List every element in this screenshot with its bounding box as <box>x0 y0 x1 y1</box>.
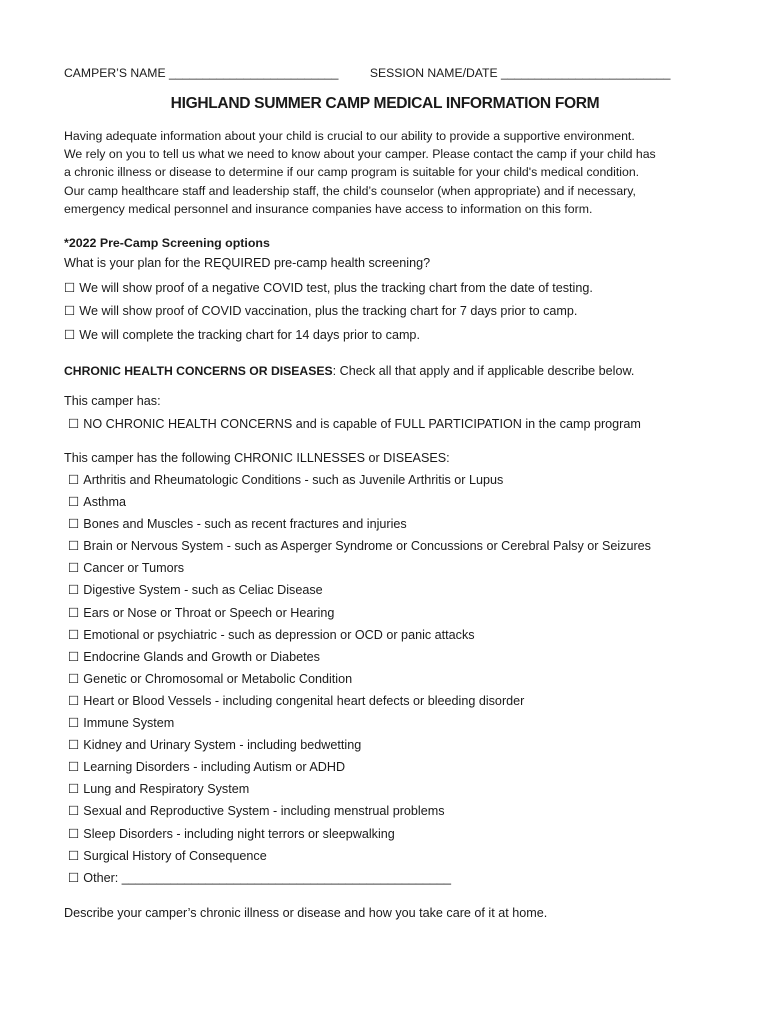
checkbox-icon[interactable]: ☐ <box>68 473 80 487</box>
checkbox-icon[interactable]: ☐ <box>68 804 80 819</box>
checkbox-icon[interactable]: ☐ <box>68 693 80 708</box>
checkbox-icon[interactable]: ☐ <box>68 716 80 731</box>
checkbox-icon[interactable]: ☐ <box>68 605 80 620</box>
condition-label: Brain or Nervous System - such as Asperger Syndrome or Concussions or Cerebral Palsy or Seizures <box>83 539 651 554</box>
condition-item[interactable] <box>68 715 651 737</box>
intro-paragraph <box>64 127 714 218</box>
condition-label: Sleep Disorders - including night terrors or sleepwalking <box>83 826 395 841</box>
intro-line: We rely on you to tell us what we need to know about your camper. Please contact the camp if your child has <box>64 147 656 162</box>
no-chronic-option[interactable] <box>68 416 641 431</box>
checkbox-icon[interactable]: ☐ <box>64 304 76 318</box>
condition-label: Immune System <box>83 716 175 731</box>
condition-label: Bones and Muscles - such as recent fractures and injuries <box>83 517 407 532</box>
condition-item[interactable] <box>68 671 651 693</box>
checkbox-icon[interactable]: ☐ <box>68 848 80 863</box>
checkbox-icon[interactable]: ☐ <box>68 870 80 885</box>
option-label: We will show proof of a negative COVID test, plus the tracking chart from the date of testing. <box>79 281 593 295</box>
intro-line: emergency medical personnel and insurance companies have access to information on this form. <box>64 201 593 216</box>
condition-item[interactable] <box>68 737 651 759</box>
condition-item[interactable] <box>68 649 651 671</box>
intro-line: Our camp healthcare staff and leadership staff, the child’s counselor (when appropriate) and if necessary, <box>64 183 636 198</box>
checkbox-icon[interactable]: ☐ <box>68 539 80 554</box>
condition-item[interactable] <box>68 870 651 892</box>
checkbox-icon[interactable]: ☐ <box>68 583 80 598</box>
condition-item[interactable] <box>68 781 651 803</box>
describe-prompt: Describe your camper’s chronic illness or disease and how you take care of it at home. <box>64 906 548 920</box>
condition-label: Heart or Blood Vessels - including congenital heart defects or bleeding disorder <box>83 693 525 708</box>
checkbox-icon[interactable]: ☐ <box>68 417 80 431</box>
header-fields <box>64 66 670 80</box>
condition-item[interactable] <box>68 538 651 560</box>
intro-line: Having adequate information about your child is crucial to our ability to provide a supportive environment. <box>64 129 635 143</box>
condition-label: Cancer or Tumors <box>83 561 185 576</box>
screening-option-tracking-chart[interactable] <box>64 327 420 342</box>
checkbox-icon[interactable]: ☐ <box>68 495 80 510</box>
session-name-date-field[interactable]: SESSION NAME/DATE _________________________ <box>369 66 671 80</box>
checkbox-icon[interactable]: ☐ <box>68 517 80 532</box>
screening-option-vaccination[interactable] <box>64 303 577 318</box>
condition-item[interactable] <box>68 803 651 825</box>
condition-item[interactable] <box>68 693 651 715</box>
condition-label: Kidney and Urinary System - including bedwetting <box>83 738 362 753</box>
option-label: We will complete the tracking chart for 14 days prior to camp. <box>79 328 420 342</box>
condition-label: Digestive System - such as Celiac Disease <box>83 583 323 598</box>
checkbox-icon[interactable]: ☐ <box>68 627 80 642</box>
intro-line: a chronic illness or disease to determine if our camp program is suitable for your child's medical condition. <box>64 165 640 180</box>
option-label: NO CHRONIC HEALTH CONCERNS and is capable of FULL PARTICIPATION in the camp program <box>83 417 641 431</box>
chronic-heading-bold: CHRONIC HEALTH CONCERNS OR DISEASES <box>64 364 333 378</box>
checkbox-icon[interactable]: ☐ <box>68 561 80 576</box>
screening-title: *2022 Pre-Camp Screening options <box>64 236 270 250</box>
chronic-heading <box>64 364 634 378</box>
checkbox-icon[interactable]: ☐ <box>64 281 76 295</box>
screening-question: What is your plan for the REQUIRED pre-camp health screening? <box>64 256 431 270</box>
camper-name-field[interactable]: CAMPER’S NAME _________________________ <box>64 66 339 80</box>
screening-option-covid-test[interactable] <box>64 280 593 295</box>
checkbox-icon[interactable]: ☐ <box>68 671 80 686</box>
condition-label: Asthma <box>83 495 126 510</box>
condition-label: Lung and Respiratory System <box>83 782 250 797</box>
condition-item[interactable] <box>68 472 651 494</box>
camper-has-label: This camper has: <box>64 394 161 408</box>
condition-item[interactable] <box>68 560 651 582</box>
condition-label: Learning Disorders - including Autism or ADHD <box>83 760 346 775</box>
condition-label: Ears or Nose or Throat or Speech or Hearing <box>83 605 335 620</box>
option-label: We will show proof of COVID vaccination, plus the tracking chart for 7 days prior to camp. <box>79 304 578 318</box>
condition-item[interactable] <box>68 759 651 781</box>
chronic-heading-rest: : Check all that apply and if applicable describe below. <box>332 364 635 378</box>
checkbox-icon[interactable]: ☐ <box>68 826 80 841</box>
condition-label: Endocrine Glands and Growth or Diabetes <box>83 649 320 664</box>
checkbox-icon[interactable]: ☐ <box>68 782 80 797</box>
condition-item[interactable] <box>68 516 651 538</box>
condition-item[interactable] <box>68 848 651 870</box>
condition-label: Arthritis and Rheumatologic Conditions - such as Juvenile Arthritis or Lupus <box>83 473 504 487</box>
condition-item[interactable] <box>68 605 651 627</box>
condition-label: Other: _______________________________________________ <box>83 870 451 885</box>
condition-label: Emotional or psychiatric - such as depression or OCD or panic attacks <box>83 627 475 642</box>
checkbox-icon[interactable]: ☐ <box>68 760 80 775</box>
condition-item[interactable] <box>68 627 651 649</box>
condition-label: Sexual and Reproductive System - including menstrual problems <box>83 804 445 819</box>
form-title: HIGHLAND SUMMER CAMP MEDICAL INFORMATION FORM <box>170 95 600 112</box>
checkbox-icon[interactable]: ☐ <box>68 738 80 753</box>
condition-label: Genetic or Chromosomal or Metabolic Condition <box>83 671 353 686</box>
condition-label: Surgical History of Consequence <box>83 848 267 863</box>
checkbox-icon[interactable]: ☐ <box>68 649 80 664</box>
condition-list <box>68 472 651 892</box>
condition-item[interactable] <box>68 582 651 604</box>
checkbox-icon[interactable]: ☐ <box>64 328 76 342</box>
condition-item[interactable] <box>68 494 651 516</box>
condition-item[interactable] <box>68 826 651 848</box>
following-label: This camper has the following CHRONIC ILLNESSES or DISEASES: <box>64 451 450 465</box>
